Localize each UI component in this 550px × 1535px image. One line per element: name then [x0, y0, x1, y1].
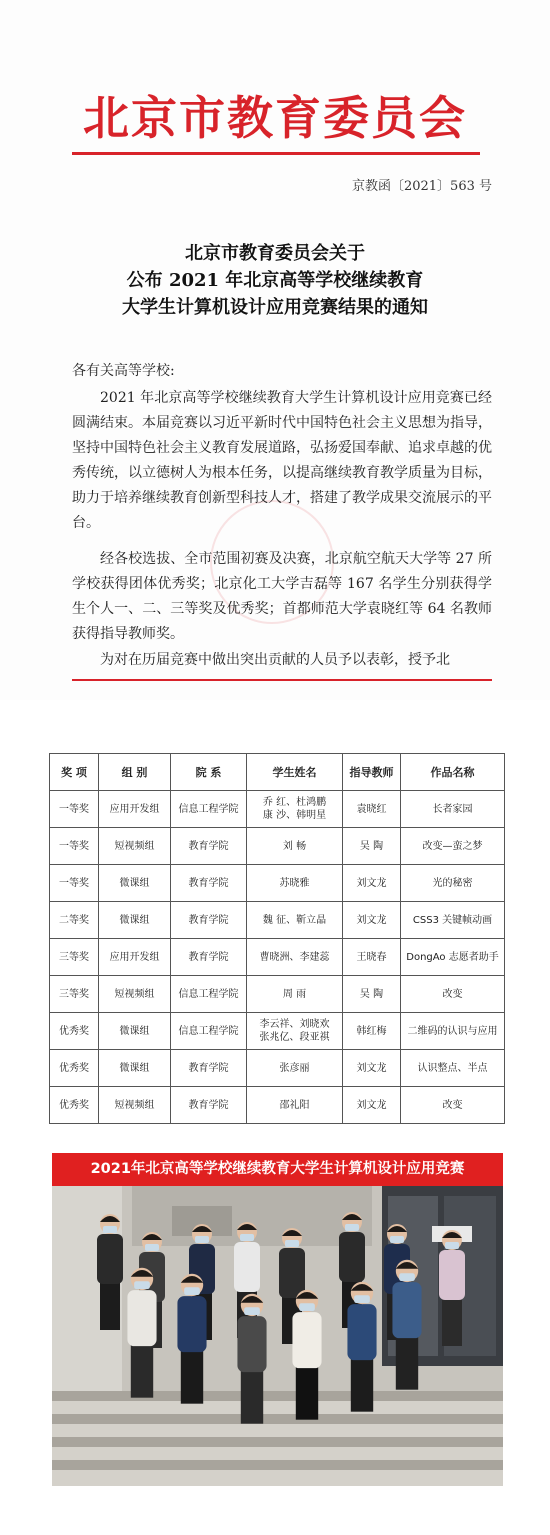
title-line-1: 北京市教育委员会关于	[185, 243, 365, 264]
photo-banner: 2021年北京高等学校继续教育大学生计算机设计应用竞赛	[52, 1153, 503, 1186]
cell-advisor: 王晓春	[343, 939, 401, 976]
cell-advisor: 刘文龙	[343, 1087, 401, 1124]
body-paragraph-3: 为对在历届竞赛中做出突出贡献的人员予以表彰，授予北	[100, 652, 450, 668]
cell-work-title: 二维码的认识与应用	[401, 1013, 505, 1050]
cell-work-title: CSS3 关键帧动画	[401, 902, 505, 939]
document-title	[0, 240, 550, 321]
cell-award: 一等奖	[50, 828, 99, 865]
cell-department: 教育学院	[171, 939, 247, 976]
cell-student-names: 乔 红、杜鸿鹏 康 沙、韩明星	[247, 791, 343, 828]
header-award: 奖 项	[50, 754, 99, 791]
table-row	[50, 828, 505, 865]
awards-table-container	[49, 753, 504, 1124]
letter-bottom-rule	[72, 679, 492, 681]
table-row	[50, 791, 505, 828]
table-row	[50, 1050, 505, 1087]
cell-advisor: 韩红梅	[343, 1013, 401, 1050]
table-row	[50, 902, 505, 939]
cell-department: 信息工程学院	[171, 791, 247, 828]
header-department: 院 系	[171, 754, 247, 791]
cell-group: 微课组	[99, 865, 171, 902]
cell-award: 一等奖	[50, 865, 99, 902]
cell-department: 教育学院	[171, 1050, 247, 1087]
cell-advisor: 吴 陶	[343, 828, 401, 865]
body-paragraph-1: 2021 年北京高等学校继续教育大学生计算机设计应用竞赛已经圆满结束。本届竞赛以习近平新时代中国特色社会主义思想为指导，坚持中国特色社会主义教育发展道路，弘扬爱国奉献、追求卓越的优秀传统，以立德树人为根本任务，以提高继续教育教学质量为目标，助力于培养继续教育创新型科技人才，搭建了教学成果交流展示的平台。	[72, 390, 492, 531]
cell-student-names: 曹晓洲、李建蕊	[247, 939, 343, 976]
table-row	[50, 1013, 505, 1050]
cell-work-title: 改变	[401, 1087, 505, 1124]
cell-advisor: 吴 陶	[343, 976, 401, 1013]
cell-advisor: 刘文龙	[343, 865, 401, 902]
awards-table	[49, 753, 505, 1124]
cell-award: 三等奖	[50, 976, 99, 1013]
cell-student-names: 周 雨	[247, 976, 343, 1013]
cell-award: 优秀奖	[50, 1013, 99, 1050]
table-header-row	[50, 754, 505, 791]
group-photo	[52, 1186, 503, 1486]
cell-advisor: 袁晓红	[343, 791, 401, 828]
cell-department: 教育学院	[171, 828, 247, 865]
cell-department: 信息工程学院	[171, 976, 247, 1013]
cell-group: 微课组	[99, 1050, 171, 1087]
cell-group: 短视频组	[99, 1087, 171, 1124]
cell-group: 微课组	[99, 902, 171, 939]
cell-group: 短视频组	[99, 976, 171, 1013]
document-reference-number: 京教函〔2021〕563 号	[351, 179, 492, 194]
cell-group: 应用开发组	[99, 939, 171, 976]
cell-department: 信息工程学院	[171, 1013, 247, 1050]
table-row	[50, 1087, 505, 1124]
cell-student-names: 刘 畅	[247, 828, 343, 865]
table-row	[50, 976, 505, 1013]
cell-student-names: 魏 征、靳立晶	[247, 902, 343, 939]
header-advisor: 指导教师	[343, 754, 401, 791]
header-work-title: 作品名称	[401, 754, 505, 791]
cell-award: 三等奖	[50, 939, 99, 976]
cell-award: 优秀奖	[50, 1087, 99, 1124]
title-line-3: 大学生计算机设计应用竞赛结果的通知	[122, 297, 428, 318]
title-line-2: 公布 2021 年北京高等学校继续教育	[126, 270, 424, 291]
cell-student-names: 苏晓雅	[247, 865, 343, 902]
letterhead-title: 北京市教育委员会	[83, 91, 467, 145]
official-letter	[0, 0, 550, 700]
cell-advisor: 刘文龙	[343, 1050, 401, 1087]
cell-work-title: 光的秘密	[401, 865, 505, 902]
salutation: 各有关高等学校:	[72, 363, 175, 379]
cell-advisor: 刘文龙	[343, 902, 401, 939]
cell-work-title: 认识整点、半点	[401, 1050, 505, 1087]
cell-award: 优秀奖	[50, 1050, 99, 1087]
letterhead-red-rule	[72, 152, 480, 155]
cell-group: 微课组	[99, 1013, 171, 1050]
cell-work-title: 改变	[401, 976, 505, 1013]
header-student-names: 学生姓名	[247, 754, 343, 791]
cell-student-names: 李云祥、刘晓欢 张兆亿、段亚祺	[247, 1013, 343, 1050]
body-paragraph-2: 经各校选拔、全市范围初赛及决赛，北京航空航天大学等 27 所学校获得团体优秀奖；北京化工大学吉磊等 167 名学生分别获得学生个人一、二、三等奖及优秀奖；首都师范大学袁晓红等 64 名教师获得指导教师奖。	[72, 551, 492, 642]
group-photo-illustration	[52, 1186, 503, 1486]
cell-group: 应用开发组	[99, 791, 171, 828]
cell-group: 短视频组	[99, 828, 171, 865]
cell-department: 教育学院	[171, 865, 247, 902]
table-body	[50, 791, 505, 1124]
cell-department: 教育学院	[171, 902, 247, 939]
cell-work-title: DongAo 志愿者助手	[401, 939, 505, 976]
cell-department: 教育学院	[171, 1087, 247, 1124]
cell-student-names: 邵礼阳	[247, 1087, 343, 1124]
cell-award: 二等奖	[50, 902, 99, 939]
table-row	[50, 939, 505, 976]
cell-work-title: 改变—蛮之梦	[401, 828, 505, 865]
cell-work-title: 长者家园	[401, 791, 505, 828]
table-row	[50, 865, 505, 902]
cell-award: 一等奖	[50, 791, 99, 828]
cell-student-names: 张彦丽	[247, 1050, 343, 1087]
header-group: 组 别	[99, 754, 171, 791]
